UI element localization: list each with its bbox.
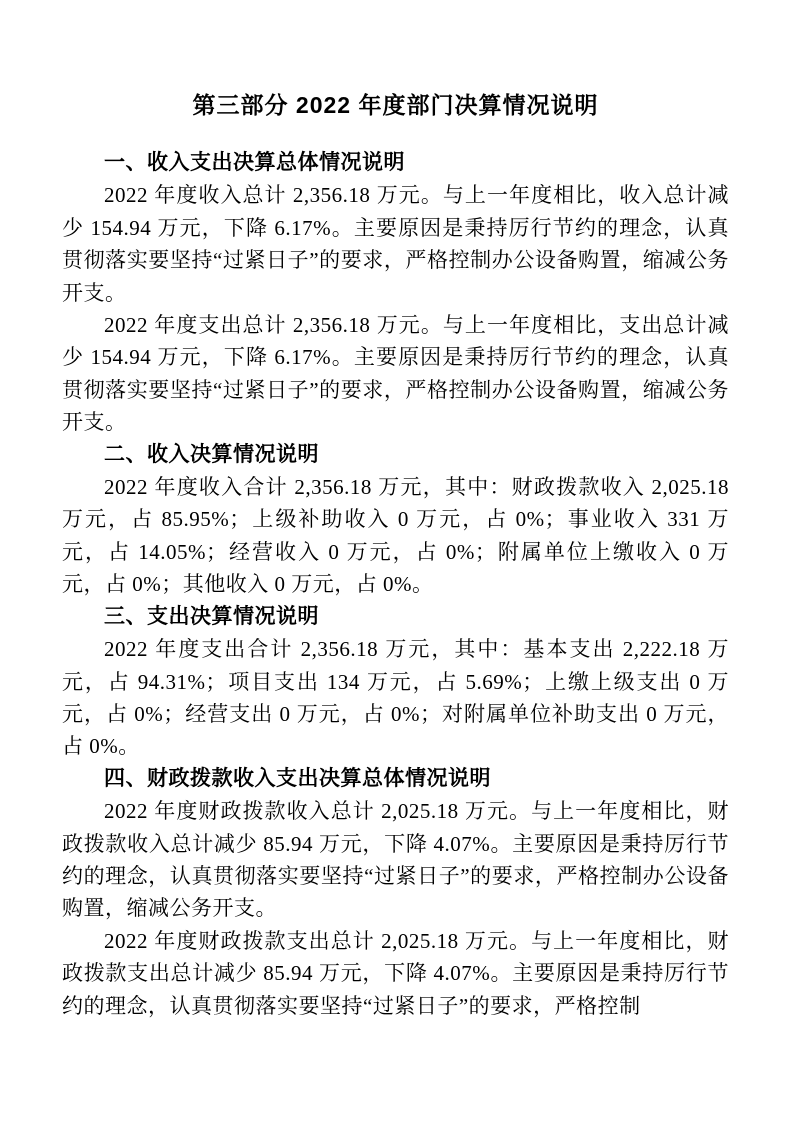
section-heading-1: 一、收入支出决算总体情况说明 <box>104 151 405 174</box>
paragraph-income-breakdown: 2022 年度收入合计 2,356.18 万元，其中：财政拨款收入 2,025.18 万元，占 85.95%；上级补助收入 0 万元，占 0%；事业收入 331 万元，占 14.05%；经营收入 0 万元，占 0%；附属单位上缴收入 0 万元，占 0%；其他收入 0 万元，占 0%。 <box>62 475 729 597</box>
paragraph-income-total: 2022 年度收入总计 2,356.18 万元。与上一年度相比，收入总计减少 154.94 万元，下降 6.17%。主要原因是秉持厉行节约的理念，认真贯彻落实要坚持“过紧日子”的要求，严格控制办公设备购置，缩减公务开支。 <box>62 183 729 305</box>
section-heading-2: 二、收入决算情况说明 <box>104 442 319 466</box>
page-title: 第三部分 2022 年度部门决算情况说明 <box>192 92 599 118</box>
section-expenditure-detail <box>62 601 729 763</box>
section-fiscal-appropriation-overview <box>62 763 729 1022</box>
section-income-detail <box>62 439 729 601</box>
section-income-expenditure-overview <box>62 147 729 439</box>
section-heading-4: 四、财政拨款收入支出决算总体情况说明 <box>104 766 491 790</box>
paragraph-expenditure-total: 2022 年度支出总计 2,356.18 万元。与上一年度相比，支出总计减少 154.94 万元，下降 6.17%。主要原因是秉持厉行节约的理念，认真贯彻落实要坚持“过紧日子”的要求，严格控制办公设备购置，缩减公务开支。 <box>62 313 729 435</box>
paragraph-expenditure-breakdown: 2022 年度支出合计 2,356.18 万元，其中：基本支出 2,222.18 万元，占 94.31%；项目支出 134 万元，占 5.69%；上缴上级支出 0 万元，占 0%；经营支出 0 万元，占 0%；对附属单位补助支出 0 万元，占 0%。 <box>62 637 729 759</box>
section-heading-3: 三、支出决算情况说明 <box>104 604 319 628</box>
paragraph-fiscal-expenditure: 2022 年度财政拨款支出总计 2,025.18 万元。与上一年度相比，财政拨款支出总计减少 85.94 万元，下降 4.07%。主要原因是秉持厉行节约的理念，认真贯彻落实要坚持“过紧日子”的要求，严格控制 <box>62 928 729 1018</box>
paragraph-fiscal-income: 2022 年度财政拨款收入总计 2,025.18 万元。与上一年度相比，财政拨款收入总计减少 85.94 万元，下降 4.07%。主要原因是秉持厉行节约的理念，认真贯彻落实要坚持“过紧日子”的要求，严格控制办公设备购置，缩减公务开支。 <box>62 799 729 921</box>
